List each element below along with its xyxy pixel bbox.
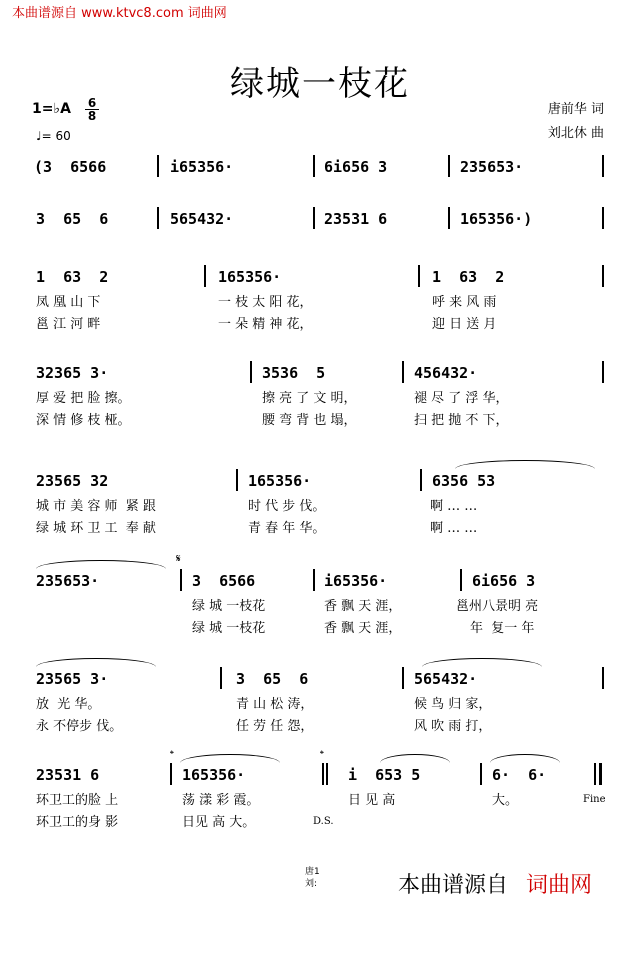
ds-marking: D.S. <box>313 816 334 827</box>
lyric-phrase: 腰 弯 背 也 塌， <box>262 413 357 428</box>
lyric-verse-1 <box>30 492 604 514</box>
key-signature: 1=♭A <box>32 101 71 117</box>
staff-line-8 <box>30 748 606 830</box>
lyric-phrase: 呼 来 风 雨 <box>432 295 497 310</box>
lyric-phrase: 邕州八景明 亮 <box>456 599 539 614</box>
lyric-phrase: 大。 <box>492 793 519 808</box>
barline <box>204 265 206 287</box>
barline <box>460 569 462 591</box>
lyric-phrase: 绿 城 一枝花 <box>192 599 266 614</box>
lyric-verse-2 <box>30 514 604 536</box>
segno-icon: 𝄋 <box>176 552 181 565</box>
footer-line-1: 唐1 <box>305 867 320 877</box>
barline <box>157 207 159 229</box>
measure: 165356· <box>182 766 246 784</box>
lyric-phrase: 候 鸟 归 家， <box>414 697 492 712</box>
barline <box>170 763 172 785</box>
coda-icon: 𝄌 <box>170 748 174 761</box>
lyric-phrase: 一 朵 精 神 花， <box>218 317 313 332</box>
lyric-phrase: 凤 凰 山 下 <box>36 295 101 310</box>
measure: 1 63 2 <box>36 268 109 286</box>
lyric-phrase: 迎 日 送 月 <box>432 317 497 332</box>
lyric-phrase: 扫 把 抛 不 下， <box>414 413 509 428</box>
measure: 6i656 3 <box>472 572 536 590</box>
lyric-phrase: 绿 城 环 卫 工 奉 献 <box>36 521 156 536</box>
meter-bottom: 8 <box>87 109 97 123</box>
lyric-verse-2 <box>30 808 604 830</box>
lyric-phrase: 厚 爱 把 脸 擦。 <box>36 391 131 406</box>
lyric-phrase: 深 情 修 枝 桠。 <box>36 413 131 428</box>
notes-row <box>30 566 604 592</box>
staff-line-3 <box>30 262 604 332</box>
staff-line-6 <box>30 552 604 636</box>
barline <box>326 763 328 785</box>
barline <box>313 155 315 177</box>
notes-row <box>30 760 604 786</box>
notes-row <box>30 204 604 230</box>
measure: 235653· <box>460 158 524 176</box>
meter-top: 6 <box>85 97 99 110</box>
measure: 565432· <box>170 210 234 228</box>
measure: 3 65 6 <box>36 210 109 228</box>
lyric-phrase: 香 飘 天 涯， <box>324 621 402 636</box>
lyric-phrase: 任 劳 任 怨， <box>236 719 314 734</box>
lyric-phrase: 绿 城 一枝花 <box>192 621 266 636</box>
lyric-phrase: 荡 漾 彩 霞。 <box>182 793 260 808</box>
lyric-phrase: 城 市 美 容 师 紧 跟 <box>36 499 156 514</box>
lyric-phrase: 日见 高 大。 <box>182 815 256 830</box>
credits <box>548 98 604 146</box>
lyric-phrase: 褪 尽 了 浮 华， <box>414 391 509 406</box>
barline <box>480 763 482 785</box>
lyric-phrase: 放 光 华。 <box>36 697 101 712</box>
lyric-phrase: 环卫工的脸 上 <box>36 793 119 808</box>
tempo-marking: ♩= 60 <box>36 129 71 143</box>
barline <box>157 155 159 177</box>
measure: i65356· <box>324 572 388 590</box>
measure: 23531 6 <box>36 766 100 784</box>
coda-icon: 𝄌 <box>320 748 324 761</box>
lyric-verse-2 <box>30 406 604 428</box>
lyric-phrase: 擦 亮 了 文 明， <box>262 391 357 406</box>
measure: 23565 32 <box>36 472 109 490</box>
lyric-phrase: 邕 江 河 畔 <box>36 317 101 332</box>
barline <box>602 155 604 177</box>
barline <box>418 265 420 287</box>
lyric-verse-2 <box>30 614 604 636</box>
bottom-watermark <box>398 868 592 899</box>
barline <box>602 667 604 689</box>
lyric-phrase: 香 飘 天 涯， <box>324 599 402 614</box>
measure: 23531 6 <box>324 210 388 228</box>
barline <box>448 207 450 229</box>
barline <box>250 361 252 383</box>
measure: 565432· <box>414 670 478 688</box>
lyric-verse-1 <box>30 592 604 614</box>
staff-line-2 <box>30 204 604 230</box>
measure: 165356· <box>248 472 312 490</box>
measure: 3 65 6 <box>236 670 309 688</box>
watermark-site-text: 词曲网 <box>526 873 593 898</box>
song-title: 绿城一枝花 <box>230 64 410 104</box>
lyric-phrase: 日 见 高 <box>348 793 396 808</box>
measure: 1 63 2 <box>432 268 505 286</box>
lyricist-credit: 唐前华 词 <box>547 102 604 117</box>
final-barline <box>599 763 602 785</box>
notes-row <box>30 262 604 288</box>
lyric-verse-1 <box>30 786 604 808</box>
barline <box>602 265 604 287</box>
barline <box>322 763 324 785</box>
notes-row <box>30 664 604 690</box>
lyric-phrase: 青 春 年 华。 <box>248 521 326 536</box>
barline <box>448 155 450 177</box>
measure: 165356· <box>218 268 282 286</box>
barline <box>313 569 315 591</box>
measure: 23565 3· <box>36 670 109 688</box>
lyric-phrase: 年 复一 年 <box>470 621 535 636</box>
notes-row <box>30 358 604 384</box>
barline <box>594 763 596 785</box>
measure: 3536 5 <box>262 364 326 382</box>
staff-line-7 <box>30 664 604 734</box>
barline <box>402 361 404 383</box>
staff-line-1 <box>30 152 604 178</box>
measure: 3 6566 <box>192 572 256 590</box>
staff-line-5 <box>30 466 604 536</box>
measure: 165356·) <box>460 210 533 228</box>
lyric-phrase: 环卫工的身 影 <box>36 815 119 830</box>
barline <box>220 667 222 689</box>
measure: 32365 3· <box>36 364 109 382</box>
lyric-verse-2 <box>30 310 604 332</box>
lyric-verse-2 <box>30 712 604 734</box>
lyric-phrase: 啊 … … <box>430 499 478 514</box>
time-signature <box>85 97 99 122</box>
staff-line-4 <box>30 358 604 428</box>
lyric-phrase: 永 不停步 伐。 <box>36 719 123 734</box>
fine-marking: Fine <box>583 794 606 805</box>
notes-row <box>30 466 604 492</box>
barline <box>313 207 315 229</box>
measure: (3 6566 <box>34 158 107 176</box>
barline <box>602 207 604 229</box>
lyric-phrase: 青 山 松 涛， <box>236 697 314 712</box>
measure: i 653 5 <box>348 766 421 784</box>
measure: i65356· <box>170 158 234 176</box>
barline <box>402 667 404 689</box>
top-watermark: 本曲谱源自 www.ktvc8.com 词曲网 <box>12 6 227 21</box>
barline <box>602 361 604 383</box>
composer-credit: 刘北休 曲 <box>547 126 604 141</box>
measure: 6· 6· <box>492 766 547 784</box>
watermark-source-text: 本曲谱源自 <box>398 873 509 898</box>
lyric-phrase: 时 代 步 伐。 <box>248 499 326 514</box>
lyric-verse-1 <box>30 690 604 712</box>
barline <box>420 469 422 491</box>
lyric-phrase: 风 吹 雨 打， <box>414 719 492 734</box>
lyric-phrase: 啊 … … <box>430 521 478 536</box>
lyric-phrase: 一 枝 太 阳 花， <box>218 295 313 310</box>
measure: 6i656 3 <box>324 158 388 176</box>
measure: 6356 53 <box>432 472 496 490</box>
footer-line-2: 刘: <box>305 879 318 889</box>
barline <box>236 469 238 491</box>
lyric-verse-1 <box>30 288 604 310</box>
barline <box>180 569 182 591</box>
notes-row <box>30 152 604 178</box>
measure: 235653· <box>36 572 100 590</box>
lyric-verse-1 <box>30 384 604 406</box>
footer-credits <box>305 866 320 890</box>
measure: 456432· <box>414 364 478 382</box>
